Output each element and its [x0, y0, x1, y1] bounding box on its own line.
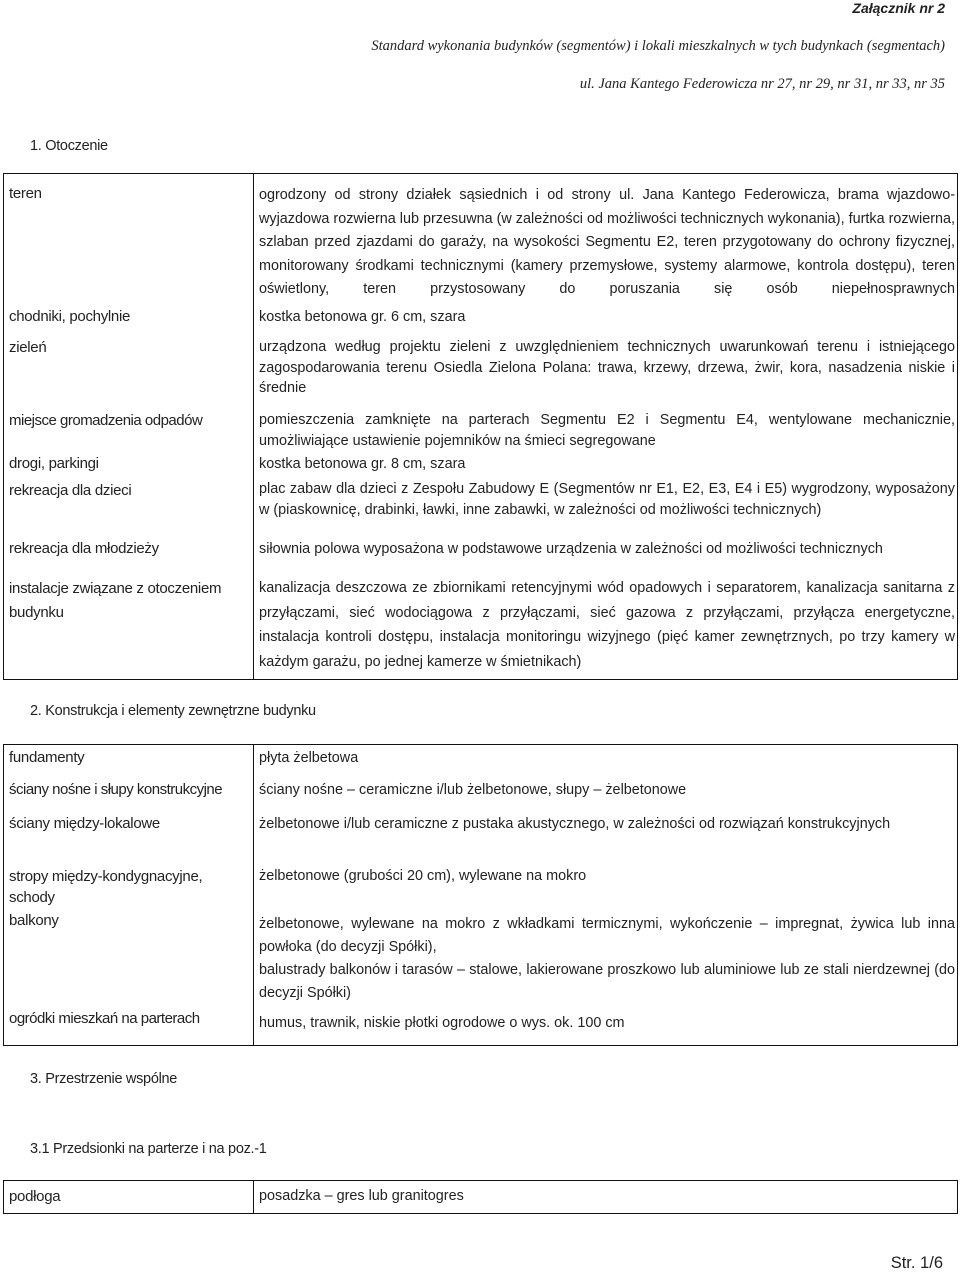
section-2-table: [3, 744, 958, 1046]
attachment-label: Załącznik nr 2: [852, 0, 945, 16]
row-value: kostka betonowa gr. 8 cm, szara: [259, 456, 466, 472]
row-label: ściany nośne i słupy konstrukcyjne: [9, 781, 223, 798]
section-2-heading: 2. Konstrukcja i elementy zewnętrzne budynku: [30, 703, 316, 719]
row-value: plac zabaw dla dzieci z Zespołu Zabudowy E (Segmentów nr E1, E2, E3, E4 i E5) wygrodzony, wyposażony w (piaskownicę, drabinki, ławki, inne zabawki, w zależności od możliwości technicznych): [259, 481, 955, 518]
document-address: ul. Jana Kantego Federowicza nr 27, nr 29, nr 31, nr 33, nr 35: [579, 76, 945, 92]
row-value: płyta żelbetowa: [259, 750, 359, 766]
row-label: fundamenty: [9, 749, 85, 766]
section-1-heading: 1. Otoczenie: [30, 138, 108, 154]
row-value: żelbetonowe, wylewane na mokro z wkładkami termicznymi, wykończenie – impregnat, żywica lub inna powłoka (do decyzji Spółki),: [259, 916, 955, 955]
row-label: ściany między-lokalowe: [9, 815, 160, 832]
row-value: posadzka – gres lub granitogres: [259, 1188, 464, 1204]
row-value: urządzona według projektu zieleni z uwzględnieniem technicznych uwarunkowań terenu i istniejącego zagospodarowania terenu Osiedla Zielona Polana: trawa, krzewy, drzewa, żwir, kora, nasadzenia niskie i średnie: [259, 339, 955, 396]
section-3-1-heading: 3.1 Przedsionki na parterze i na poz.-1: [30, 1141, 267, 1157]
row-label: rekreacja dla dzieci: [9, 482, 132, 499]
row-value: żelbetonowe (grubości 20 cm), wylewane na mokro: [259, 868, 587, 884]
document-subtitle: Standard wykonania budynków (segmentów) i lokali mieszkalnych w tych budynkach (segmentach): [371, 38, 945, 54]
row-label: podłoga: [9, 1188, 61, 1205]
row-label: teren: [9, 185, 42, 202]
row-label: balkony: [9, 912, 59, 929]
row-value: humus, trawnik, niskie płotki ogrodowe o wys. ok. 100 cm: [259, 1015, 625, 1031]
row-label: drogi, parkingi: [9, 455, 99, 472]
row-value: kostka betonowa gr. 6 cm, szara: [259, 309, 466, 325]
row-value: kanalizacja deszczowa ze zbiornikami retencyjnymi wód opadowych i separatorem, kanalizacja sanitarna z przyłączami, sieć wodociągowa z przyłączami, sieć gazowa z przyłączami, przyłącza energetyczne, instalacja kontroli dostępu, instalacja monitoringu wizyjnego (pięć kamer zewnętrznych, po trzy kamery w każdym garażu, po jednej kamerze w śmietnikach): [259, 580, 955, 670]
row-value: ogrodzony od strony działek sąsiednich i od strony ul. Jana Kantego Federowicza, brama wjazdowo-wyjazdowa rozwierna lub przesuwna (w zależności od możliwości technicznych wykonania), furtka rozwierna, szlaban przed zjazdami do garaży, na wysokości Segmentu E2, teren przygotowany do ochrony fizycznej, monitorowany środkami technicznymi (kamery przemysłowe, systemy alarmowe, kontrola dostępu), teren oświetlony, teren przystosowany do poruszania się osób niepełnosprawnych: [259, 187, 955, 297]
section-3-table: [3, 1180, 958, 1214]
row-value: pomieszczenia zamknięte na parterach Segmentu E2 i Segmentu E4, wentylowane mechanicznie, umożliwiające ustawienie pojemników na śmieci segregowane: [259, 412, 955, 449]
row-label: ogródki mieszkań na parterach: [9, 1010, 200, 1027]
row-label: instalacje związane z otoczeniem budynku: [9, 580, 222, 621]
row-label: rekreacja dla młodzieży: [9, 540, 159, 557]
row-label: zieleń: [9, 339, 47, 356]
row-value-continued: balustrady balkonów i tarasów – stalowe, lakierowane proszkowo lub aluminiowe lub ze stali nierdzewnej (do decyzji Spółki): [259, 962, 955, 1001]
row-value: ściany nośne – ceramiczne i/lub żelbetonowe, słupy – żelbetonowe: [259, 782, 687, 798]
section-1-table: [3, 173, 958, 680]
row-value: siłownia polowa wyposażona w podstawowe urządzenia w zależności od możliwości technicznych: [259, 541, 883, 557]
row-label: stropy między-kondygnacyjne, schody: [9, 868, 203, 906]
page-number: Str. 1/6: [890, 1254, 943, 1272]
row-label: miejsce gromadzenia odpadów: [9, 412, 203, 429]
row-label: chodniki, pochylnie: [9, 308, 131, 325]
section-3-heading: 3. Przestrzenie wspólne: [30, 1071, 178, 1087]
row-value: żelbetonowe i/lub ceramiczne z pustaka akustycznego, w zależności od rozwiązań konstrukcyjnych: [259, 816, 891, 832]
